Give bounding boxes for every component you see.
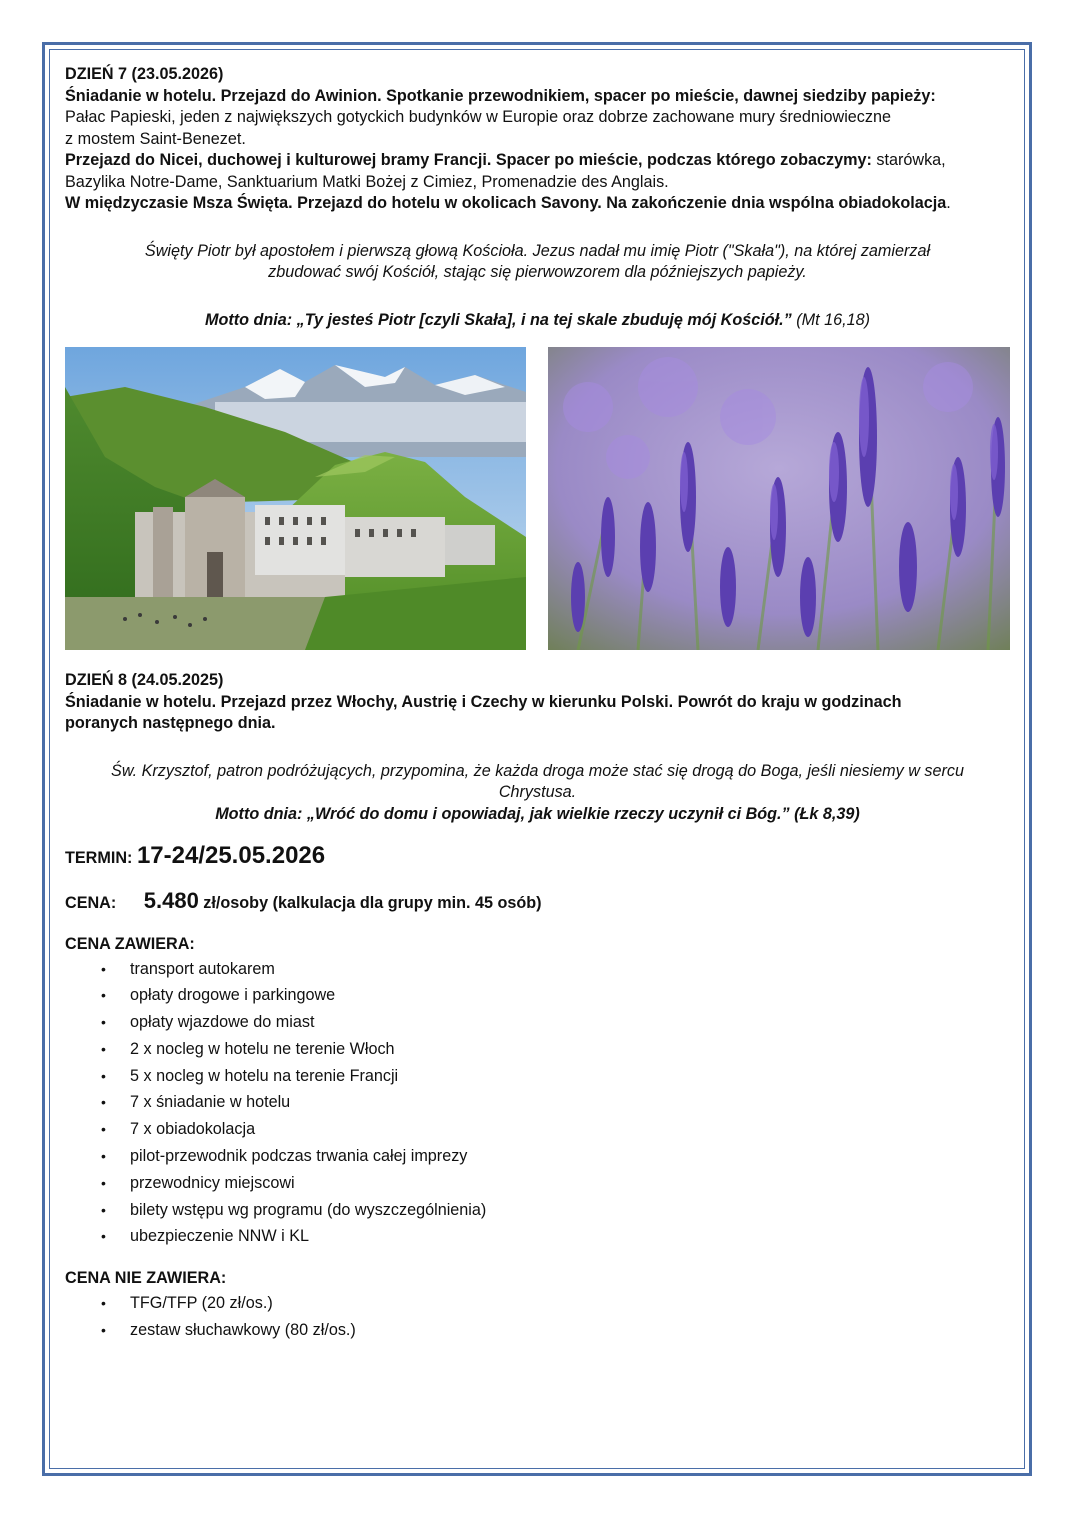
day7-para2-line2: Bazylika Notre-Dame, Sanktuarium Matki Bożej z Cimiez, Promenadzie des Anglais. [65,172,669,191]
list-item [65,1116,1010,1143]
day7-para2-bold: Przejazd do Nicei, duchowej i kulturowej bramy Francji. Spacer po mieście, podczas którego zobaczymy: [65,151,872,169]
list-item-text: transport autokarem [130,959,275,978]
includes-list [65,956,1010,1251]
day7-para2-rest: starówka, [871,151,946,169]
day7-paragraph-3 [65,193,1010,215]
bullet-icon: • [101,1201,106,1218]
bullet-icon: • [101,1228,106,1245]
day7-motto [65,310,1010,332]
cena-label: CENA: [65,893,130,912]
list-item [65,1143,1010,1170]
list-item [65,1197,1010,1224]
day7-para3-end: . [946,194,951,212]
list-item-text: 5 x nocleg w hotelu na terenie Francji [130,1066,399,1085]
bullet-icon: • [101,1294,106,1311]
list-item-text: zestaw słuchawkowy (80 zł/os.) [130,1320,356,1339]
day7-quote-line2: zbudować swój Kościół, stając się pierwowzorem dla późniejszych papieży. [268,263,807,281]
day7-para1-line2: Pałac Papieski, jeden z największych gotyckich budynków w Europie oraz dobrze zachowane mury średniowieczne [65,108,891,126]
day8-para1-line1: Śniadanie w hotelu. Przejazd przez Włochy, Austrię i Czechy w kierunku Polski. Powrót do kraju w godzinach [65,692,902,711]
cena-value: 5.480 [143,887,199,913]
day7-para1-bold: Śniadanie w hotelu. Przejazd do Awinion. Spotkanie przewodnikiem, spacer po mieście, dawnej siedziby papieży: [65,86,936,105]
photo-row [65,347,1010,652]
list-item [65,1223,1010,1250]
bullet-icon: • [101,1067,106,1084]
termin-line [65,842,1010,870]
list-item-text: opłaty drogowe i parkingowe [130,986,336,1005]
list-item [65,982,1010,1009]
includes-heading: CENA ZAWIERA: [65,935,195,953]
day7-paragraph-2 [65,150,1010,172]
list-item-text: ubezpieczenie NNW i KL [130,1227,310,1246]
bullet-icon: • [101,1094,106,1111]
list-item [65,1036,1010,1063]
list-item-text: opłaty wjazdowe do miast [130,1013,315,1032]
bullet-icon: • [101,1040,106,1057]
day7-heading: DZIEŃ 7 (23.05.2026) [65,65,224,83]
list-item [65,1089,1010,1116]
mountain-sanctuary-photo [65,347,526,650]
list-item [65,1063,1010,1090]
list-item-text: przewodnicy miejscowi [130,1173,295,1192]
bullet-icon: • [101,987,106,1004]
day7-para3-bold: W międzyczasie Msza Święta. Przejazd do hotelu w okolicach Savony. Na zakończenie dnia wspólna obiadokolacja [65,194,947,212]
lavender-field-photo [548,347,1010,650]
list-item [65,1317,1010,1344]
day7-motto-ref: (Mt 16,18) [791,310,871,329]
list-item-text: TFG/TFP (20 zł/os.) [130,1293,273,1312]
day8-motto: Motto dnia: „Wróć do domu i opowiadaj, jak wielkie rzeczy uczynił ci Bóg.” (Łk 8,39) [215,804,860,823]
bullet-icon: • [101,1321,106,1338]
bullet-icon: • [101,960,106,977]
day8-para1-line2: poranych następnego dnia. [65,714,276,732]
day8-quote-line1: Św. Krzysztof, patron podróżujących, przypomina, że każda droga może stać się drogą do Boga, jeśli niesiemy w sercu [111,761,964,780]
bullet-icon: • [101,1148,106,1165]
list-item [65,956,1010,983]
excludes-heading: CENA NIE ZAWIERA: [65,1269,227,1288]
day7-paragraph-1 [65,86,1010,108]
bullet-icon: • [101,1014,106,1031]
day8-heading: DZIEŃ 8 (24.05.2025) [65,671,224,689]
list-item-text: pilot-przewodnik podczas trwania całej imprezy [130,1147,468,1166]
list-item-text: bilety wstępu wg programu (do wyszczególnienia) [130,1200,487,1219]
list-item [65,1009,1010,1036]
list-item [65,1170,1010,1197]
bullet-icon: • [101,1121,106,1138]
excludes-list [65,1290,1010,1344]
termin-value: 17-24/25.05.2026 [136,842,326,869]
bullet-icon: • [101,1174,106,1191]
document-content [65,64,1010,1343]
day7-motto-text: Motto dnia: „Ty jesteś Piotr [czyli Skała], i na tej skale zbuduję mój Kościół.” [204,310,792,329]
day7-quote-line1: Święty Piotr był apostołem i pierwszą głową Kościoła. Jezus nadał mu imię Piotr ("Skała"), na której zamierzał [144,241,931,260]
day7-para1-line3: z mostem Saint-Benezet. [65,129,246,148]
list-item-text: 7 x śniadanie w hotelu [130,1093,291,1112]
termin-label: TERMIN: [65,849,137,867]
day8-quote-line2: Chrystusa. [498,783,577,801]
list-item [65,1290,1010,1317]
cena-suffix: zł/osoby (kalkulacja dla grupy min. 45 osób) [198,893,542,912]
list-item-text: 2 x nocleg w hotelu ne terenie Włoch [130,1039,395,1058]
list-item-text: 7 x obiadokolacja [130,1120,256,1139]
cena-line [65,887,1010,915]
